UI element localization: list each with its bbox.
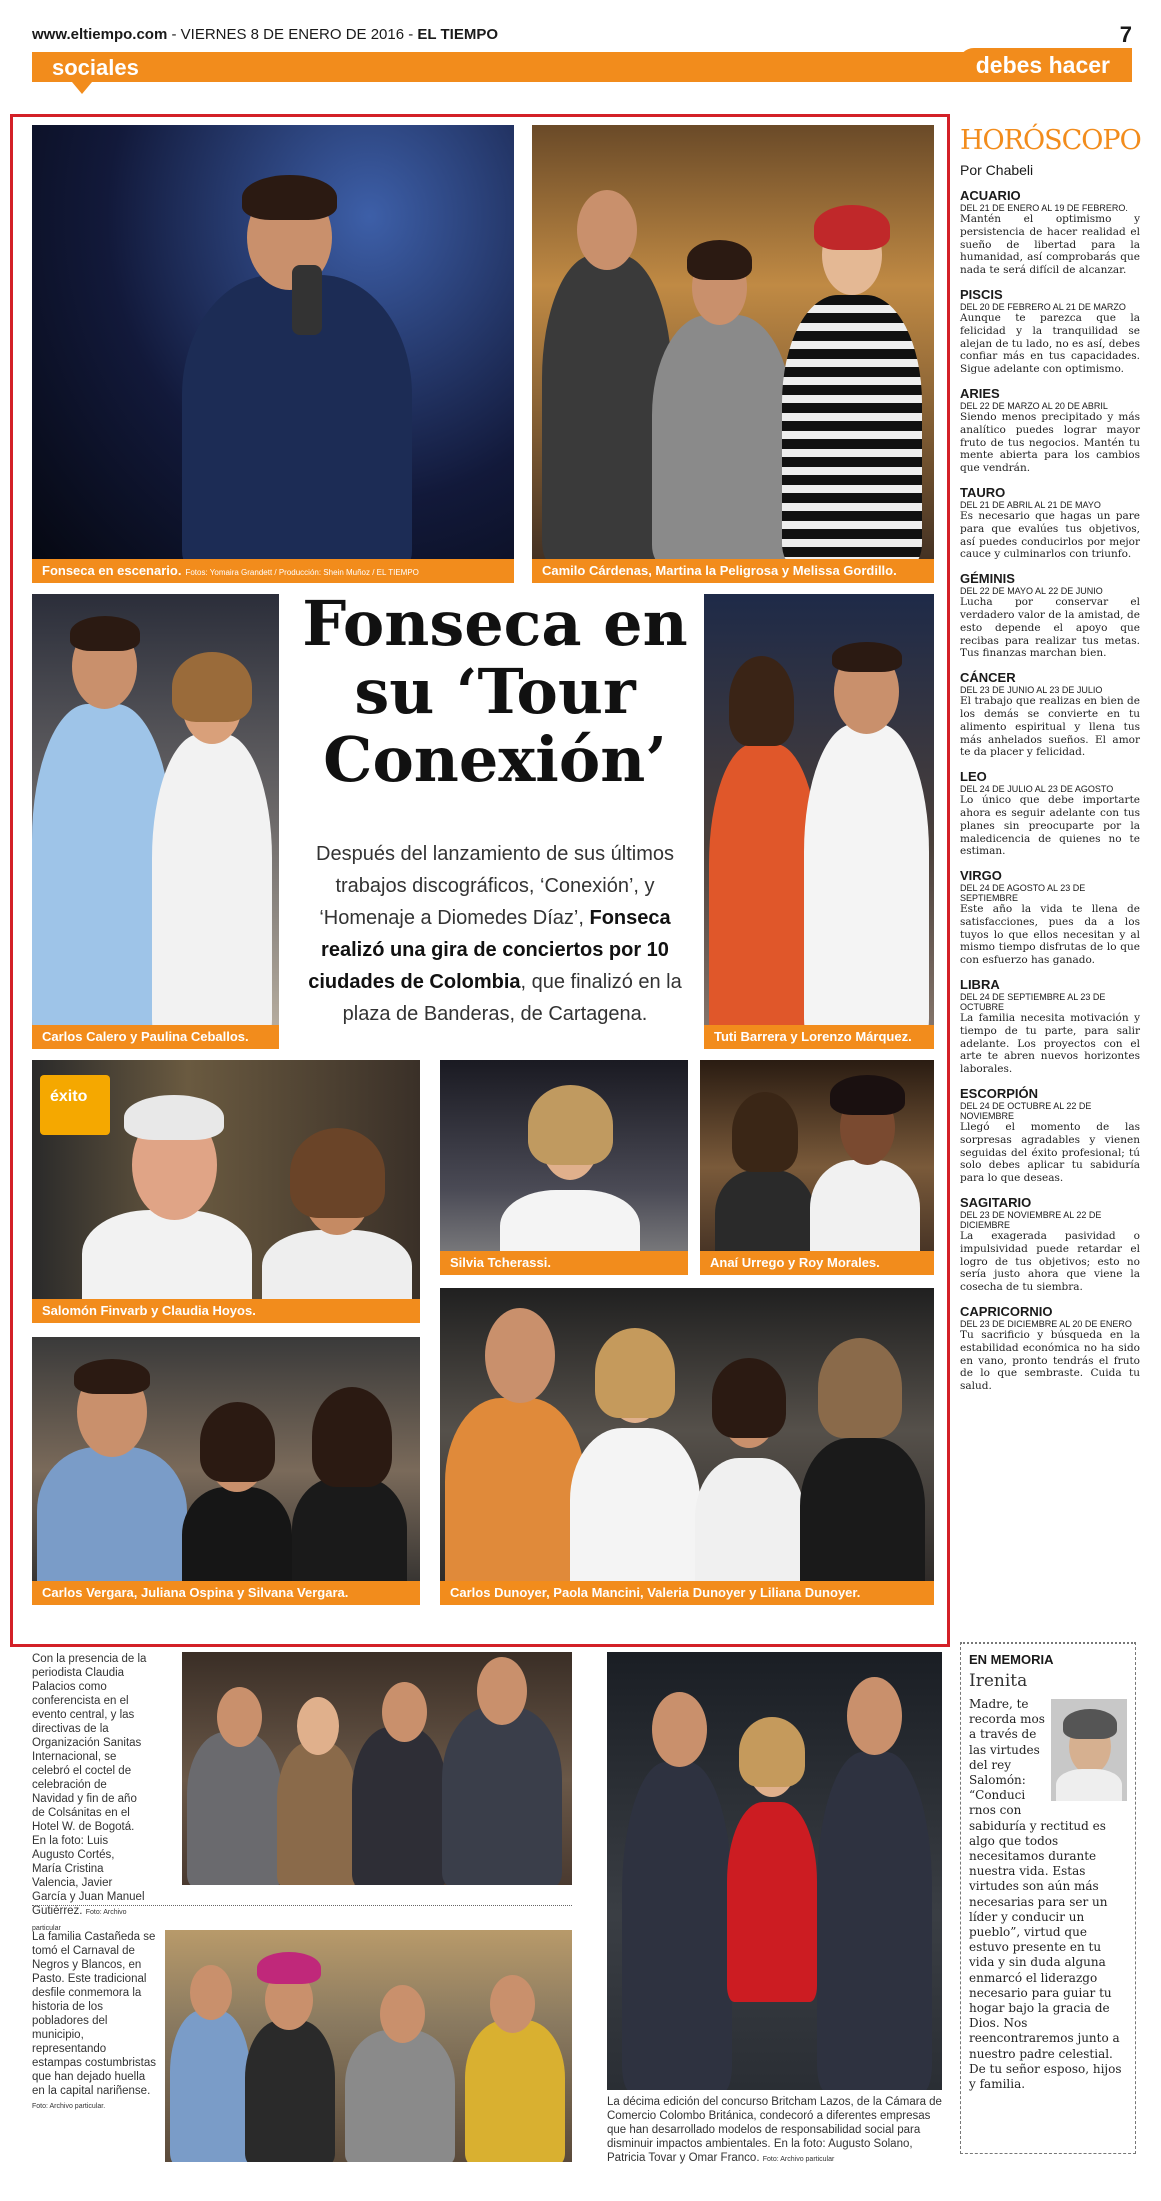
caption-text: La décima edición del concurso Britcham Lazos, de la Cámara de Comercio Colombo Británica, condecoró a diferentes empresas que han desarrollado modelos de responsabilidad social para disminuir impactos ambientales. En la foto: Augusto Solano, Patricia Tovar y Omar Franco. [607, 2096, 942, 2164]
memoria-label: EN MEMORIA [969, 1652, 1054, 1667]
photo-fonseca-stage [32, 125, 514, 583]
sign-name: TAURO [960, 484, 1006, 500]
sign-name: PISCIS [960, 286, 1003, 302]
sign-dates: DEL 23 DE JUNIO AL 23 DE JULIO [960, 685, 1103, 696]
caption-text: Con la presencia de la periodista Claudia Palacios como conferencista en el evento central, y las directivas de la Organización Sanitas Internacional, se celebró el coctel de celebración de Navidad y fin de año de Colsánitas en el Hotel W. de Bogotá. En la foto: Luis Augusto Cortés, María Cristina Valencia, Javier García y Juan Manuel Gutiérrez. [32, 1653, 147, 1917]
horoscope-sign [960, 1086, 1140, 1185]
sign-name: LEO [960, 769, 987, 785]
photo-caption: Salomón Finvarb y Claudia Hoyos. [42, 1303, 256, 1318]
sign-dates: DEL 24 DE AGOSTO AL 23 DE SEPTIEMBRE [960, 883, 1086, 904]
photo-tcherassi [440, 1060, 688, 1275]
sign-name: LIBRA [960, 977, 1000, 993]
sign-text: El trabajo que realizas en bien de los demás se convierte en tu alimento espiritual y llena tus más anhelados sueños. El amor te da placer y felicidad. [960, 695, 1140, 759]
caption-text: La familia Castañeda se tomó el Carnaval de Negros y Blancos, en Pasto. Este tradicional desfile conmemora la historia de los pobladores del municipio, representando estampas costumbristas que han dejado huella en la capital nariñense. [32, 1931, 156, 2097]
issue-date: VIERNES 8 DE ENERO DE 2016 [180, 26, 405, 43]
sign-text: La exagerada pasividad o impulsividad puede retardar el logro de tus objetivos; esto no sería justo ahora que viene la cosecha de tu siembra. [960, 1230, 1140, 1294]
sign-dates: DEL 21 DE ABRIL AL 21 DE MAYO [960, 499, 1101, 510]
section-name: sociales [52, 55, 139, 80]
photo-camilo-martina-melissa [532, 125, 934, 583]
castaneda-caption [32, 1930, 157, 2114]
sign-text: Lo único que debe importarte ahora es seguir adelante con tus planes sin preocuparte por la maledicencia de quienes no te estiman. [960, 794, 1140, 858]
horoscope-sign [960, 188, 1140, 277]
photo-caption: Carlos Calero y Paulina Ceballos. [42, 1029, 249, 1044]
photo-britcham-lazos [607, 1652, 942, 2090]
sign-text: Es necesario que hagas un pare para que evalúes tus objetivos, así puedes conducirlos por mejor cauce y culminarlos con triunfo. [960, 509, 1140, 561]
sign-dates: DEL 24 DE OCTUBRE AL 22 DE NOVIEMBRE [960, 1101, 1092, 1122]
section-bar [32, 52, 1132, 82]
photo-caption: Anaí Urrego y Roy Morales. [710, 1255, 880, 1270]
section-tab-debes-hacer: debes hacer [958, 48, 1132, 82]
deck-text-end: , que finalizó en la plaza de Banderas, de Cartagena. [342, 971, 682, 1025]
colsanitas-caption [32, 1652, 147, 1936]
horoscope-sign [960, 287, 1140, 376]
horoscope-sign [960, 485, 1140, 561]
photo-caption: Camilo Cárdenas, Martina la Peligrosa y Melissa Gordillo. [542, 563, 897, 578]
photo-dunoyer-mancini [440, 1288, 934, 1605]
horoscope-sign [960, 977, 1140, 1076]
photo-colsanitas [182, 1652, 572, 1885]
horoscope-sign [960, 1195, 1140, 1294]
sign-dates: DEL 21 DE ENERO AL 19 DE FEBRERO. [960, 203, 1128, 213]
sign-name: ESCORPIÓN [960, 1086, 1039, 1102]
photo-credit: Fotos: Yomaira Grandett / Producción: Shein Muñoz / EL TIEMPO [185, 568, 419, 577]
sign-dates: DEL 24 DE SEPTIEMBRE AL 23 DE OCTUBRE [960, 992, 1106, 1013]
deck-highlight: Fonseca realizó una gira de conciertos por 10 ciudades de Colombia [308, 907, 671, 993]
sign-name: VIRGO [960, 868, 1002, 884]
newspaper-name: EL TIEMPO [417, 26, 498, 43]
horoscope-author: Por Chabeli [960, 162, 1034, 178]
sign-text: Aunque te parezca que la felicidad y la tranquilidad se alejan de tu lado, no es así, debes confiar más en tus capacidades. Sigue adelante con optimismo. [960, 311, 1140, 376]
photo-caption: Carlos Vergara, Juliana Ospina y Silvana Vergara. [42, 1585, 349, 1600]
store-sign: éxito [50, 1088, 88, 1105]
en-memoria-box [960, 1642, 1136, 2154]
photo-carnaval-pasto [165, 1930, 572, 2162]
sign-name: SAGITARIO [960, 1195, 1032, 1211]
sign-name: GÉMINIS [960, 571, 1015, 587]
horoscope-column [960, 125, 1140, 1403]
photo-vergara-ospina [32, 1337, 420, 1605]
photo-urrego-morales [700, 1060, 934, 1275]
horoscope-sign [960, 571, 1140, 660]
memoria-body [969, 1697, 1127, 2092]
sign-dates: DEL 22 DE MARZO AL 20 DE ABRIL [960, 400, 1108, 411]
horoscope-signs [960, 188, 1140, 1393]
sign-text: La familia necesita motivación y tiempo de tu parte, para salir adelante. Los proyectos con el arte te abren nuevos horizontes laborales. [960, 1012, 1140, 1076]
memoria-text: Madre, te recorda mos a través de las virtudes del rey Salomón: “Conduci rnos con sabiduría y rectitud es algo que todos necesitamos durante nuestra vida. Estas virtudes son aún más necesarias para ser un líder y conducir un pueblo”, virtud que estuvo presente en tu vida y sin duda alguna enmarcó el liderazgo necesario para guiar tu hogar bajo la gracia de Dios. Nos reencontraremos junto a nuestro padre celestial. De tu señor esposo, hijos y familia. [969, 1697, 1122, 2092]
sign-dates: DEL 20 DE FEBRERO AL 21 DE MARZO [960, 301, 1126, 312]
feature-deck [290, 838, 700, 1030]
deck-text: Después del lanzamiento de sus últimos trabajos discográficos, ‘Conexión’, y ‘Homenaje a Diomedes Díaz’, [316, 843, 674, 929]
photo-caption: Silvia Tcherassi. [450, 1255, 551, 1270]
photo-caption: Fonseca en escenario. [42, 563, 182, 578]
sign-name: ARIES [960, 385, 1000, 401]
caption-credit: Foto: Archivo particular [32, 1909, 127, 1932]
sign-text: Lucha por conservar el verdadero valor de la amistad, de esto depende el apoyo que recibas para realizar tus metas. Tus finanzas marchan bien. [960, 596, 1140, 660]
photo-barrera-marquez [704, 594, 934, 1049]
page-number: 7 [1119, 22, 1132, 47]
sign-name: CAPRICORNIO [960, 1304, 1053, 1320]
masthead: www.eltiempo.com - VIERNES 8 DE ENERO DE 2016 - EL TIEMPO 7 [32, 22, 1132, 47]
caption-credit: Foto: Archivo particular [762, 2156, 835, 2163]
britcham-caption [607, 2095, 942, 2167]
site-url: www.eltiempo.com [32, 26, 168, 43]
sign-text: Tu sacrificio y búsqueda en la estabilidad económica no ha sido en vano, pronto tendrás el fruto de lo que sembraste. Cuida tu salud. [960, 1329, 1140, 1393]
sign-name: ACUARIO [960, 188, 1021, 203]
sign-dates: DEL 22 DE MAYO AL 22 DE JUNIO [960, 586, 1103, 597]
memoria-name: Irenita [969, 1671, 1028, 1691]
sign-dates: DEL 23 DE DICIEMBRE AL 20 DE ENERO [960, 1319, 1132, 1330]
photo-caption: Tuti Barrera y Lorenzo Márquez. [714, 1029, 912, 1044]
sign-text: Siendo menos precipitado y más analítico puedes lograr mayor fruto de tus negocios. Mantén tu mente abierta para los cambios que vendrán. [960, 410, 1140, 475]
horoscope-sign [960, 1304, 1140, 1393]
memoria-portrait [1051, 1699, 1127, 1801]
photo-calero-ceballos [32, 594, 279, 1049]
photo-finvarb-hoyos [32, 1060, 420, 1323]
horoscope-title: HORÓSCOPO [960, 125, 1141, 156]
sign-text: Llegó el momento de las sorpresas agradables y vienen seguidas del éxito profesional; tú solo debes aplicar tu sabiduría para lo que deseas. [960, 1121, 1140, 1185]
sign-name: CÁNCER [960, 670, 1016, 686]
horoscope-sign [960, 670, 1140, 759]
sign-dates: DEL 23 DE NOVIEMBRE AL 22 DE DICIEMBRE [960, 1210, 1102, 1231]
feature-headline: Fonseca en su ‘Tour Conexión’ [302, 587, 688, 796]
photo-caption: Carlos Dunoyer, Paola Mancini, Valeria Dunoyer y Liliana Dunoyer. [450, 1585, 861, 1600]
horoscope-sign [960, 386, 1140, 475]
horoscope-sign [960, 769, 1140, 858]
sign-text: Mantén el optimismo y persistencia de hacer realidad el sueño de libertad para la humanidad, así comprobarás que nada te será difícil de alcanzar. [960, 213, 1140, 277]
horoscope-sign [960, 868, 1140, 967]
sign-text: Este año la vida te llena de satisfacciones, pues da a los tuyos lo que ellos necesitan y al mismo tiempo disfrutas de lo que con esfuerzo has ganado. [960, 903, 1140, 967]
sign-dates: DEL 24 DE JULIO AL 23 DE AGOSTO [960, 784, 1114, 795]
section-notch [72, 82, 92, 94]
separator-line [32, 1905, 572, 1906]
caption-credit: Foto: Archivo particular. [32, 2103, 106, 2110]
